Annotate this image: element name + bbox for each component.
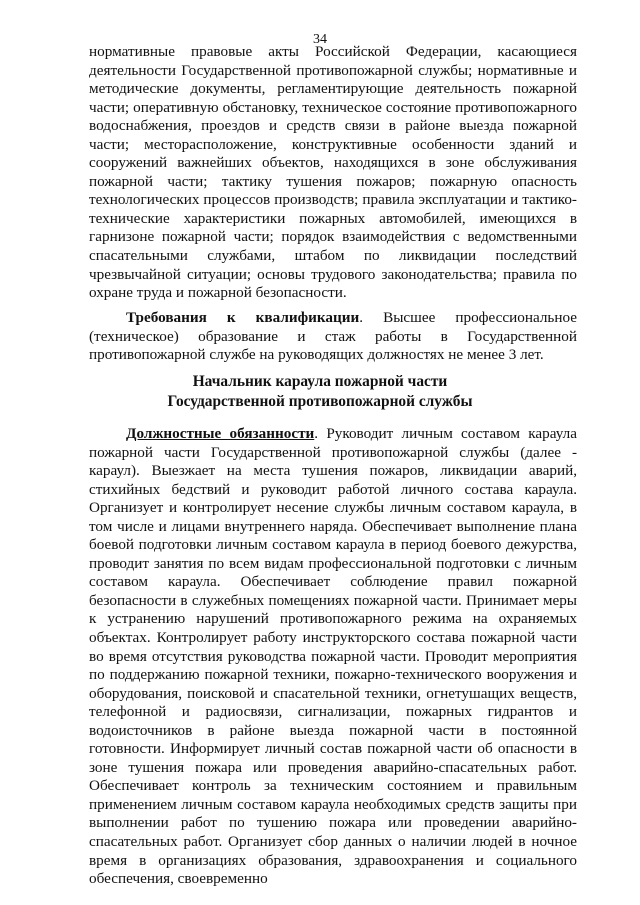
section-title-line1: Начальник караула пожарной части: [192, 373, 448, 390]
duties-paragraph: [89, 425, 577, 889]
continuation-text: нормативные правовые акты Российской Федерации, касающиеся деятельности Государственной противопожарной службы; нормативные и методические документы, регламентирующие деятельность пожарной части; оперативную обстановку, техническое состояние противопожарного водоснабжения, проездов и средств связи в районе выезда пожарной части; месторасположение, конструктивные особенности зданий и сооружений важнейших объектов, находящихся в зоне обслуживания пожарной части; тактику тушения пожаров; пожарную опасность технологических процессов производств; правила эксплуатации и тактико-технические характеристики пожарных автомобилей, имеющихся в гарнизоне пожарной части; порядок взаимодействия с ведомственными спасательными службами, штабом по ликвидации последствий чрезвычайной ситуации; основы трудового законодательства; правила по охране труда и пожарной безопасности.: [89, 43, 577, 302]
section-heading: [0, 372, 640, 412]
page-number: 34: [313, 32, 327, 47]
section-title-line2: Государственной противопожарной службы: [167, 393, 473, 410]
continuation-paragraph: [89, 43, 577, 303]
duties-text: . Руководит личным составом караула пожарной части Государственной противопожарной службы (далее - караул). Выезжает на места тушения пожаров, ликвидации аварий, стихийных бедствий и руководит работой личного состава караула. Организует и контролирует несение службы личным составом караула, в том числе и лицами внутреннего наряда. Обеспечивает выполнение плана боевой подготовки личным составом караула в период боевого дежурства, проводит занятия по всем видам профессиональной подготовки с личным составом караула. Обеспечивает соблюдение правил пожарной безопасности в служебных помещениях пожарной части. Принимает меры к устранению нарушений противопожарного режима на охраняемых объектах. Контролирует работу инструкторского состава пожарной части во время отсутствия руководства пожарной части. Проводит мероприятия по поддержанию пожарной техники, пожарно-технического вооружения и оборудования, поисковой и спасательной техники, огнетушащих веществ, телефонной и радиосвязи, сигнализации, пожарных гидрантов и водоисточников в районе выезда пожарной части в постоянной готовности. Информирует личный состав пожарной части об опасности в зоне тушения пожара или проведения аварийно-спасательных работ. Обеспечивает контроль за техническим состоянием и правильным применением личным составом караула необходимых средств защиты при выполнении работ по тушению пожара или проведении аварийно-спасательных работ. Организует сбор данных о наличии людей в ночное время в организациях образования, здравоохранения и социального обеспечения, своевременно: [89, 425, 577, 888]
qualification-label: Требования к квалификации: [126, 309, 360, 326]
qualification-paragraph: [89, 309, 577, 365]
qualification-text: . Высшее профессиональное (техническое) образование и стаж работы в Государственной противопожарной службе на руководящих должностях не менее 3 лет.: [89, 309, 577, 364]
duties-label: Должностные обязанности: [126, 425, 315, 442]
